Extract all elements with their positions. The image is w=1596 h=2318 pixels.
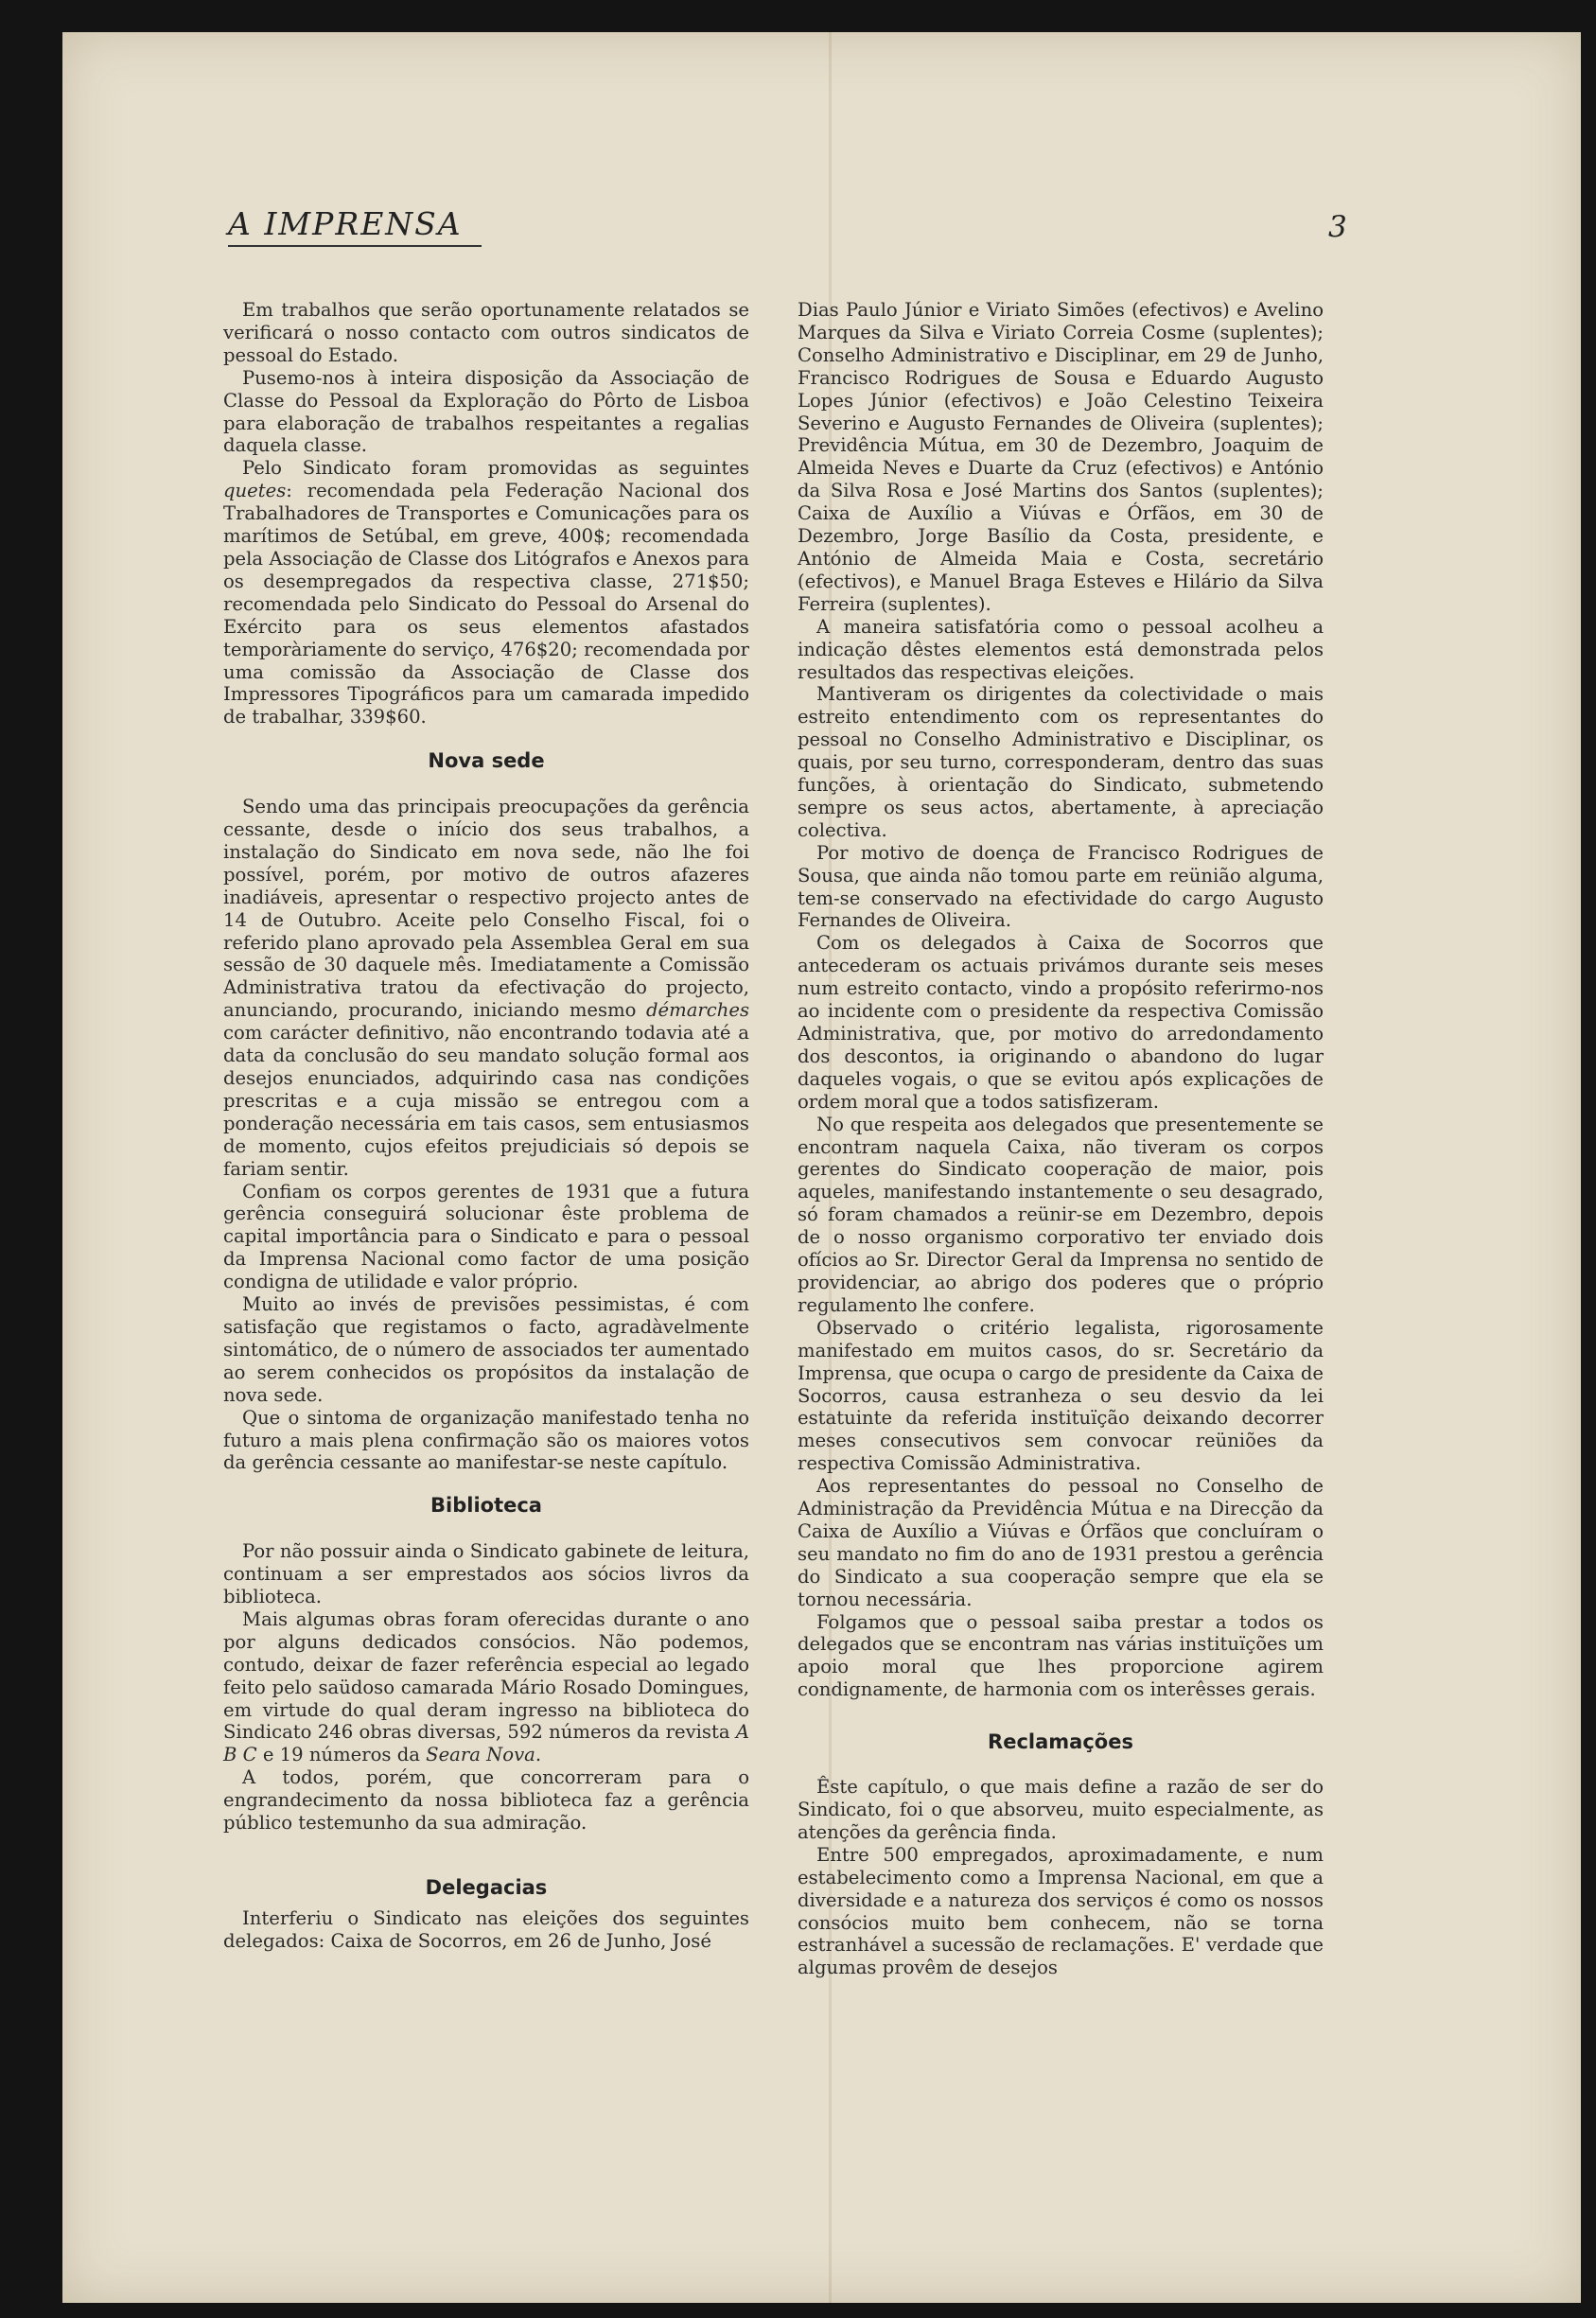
paragraph: Por motivo de doença de Francisco Rodrigues de Sousa, que ainda não tomou parte em reünião alguma, tem-se conservado na efectividade do cargo Augusto Fernandes de Oliveira. <box>798 841 1324 932</box>
section-heading-reclamacoes: Reclamações <box>988 1730 1133 1754</box>
italic-term: quetes <box>223 480 287 502</box>
paragraph: Dias Paulo Júnior e Viriato Simões (efectivos) e Avelino Marques da Silva e Viriato Correia Cosme (suplentes); Conselho Administrativo e Disciplinar, em 29 de Junho, Francisco Rodrigues de Sousa e Eduardo Augusto Lopes Júnior (efectivos) e João Celestino Teixeira Severino e Augusto Fernandes de Oliveira (suplentes); Previdência Mútua, em 30 de Dezembro, Joaquim de Almeida Neves e Duarte da Cruz (efectivos) e António da Silva Rosa e José Martins dos Santos (suplentes); Caixa de Auxílio a Viúvas e Órfãos, em 30 de Dezembro, Jorge Basílio da Costa, presidente, e António de Almeida Maia e Costa, secretário (efectivos), e Manuel Braga Esteves e Hilário da Silva Ferreira (suplentes). <box>798 299 1324 615</box>
text-run: e 19 números da <box>256 1744 427 1766</box>
text-run: : recomendada pela Federação Nacional dos Trabalhadores de Transportes e Comunicações para os marítimos de Setúbal, em greve, 400$; recomendada pela Associação de Classe dos Litógrafos e Anexos para os desempregados da respectiva classe, 271$50; recomendada pelo Sindicato do Pessoal do Arsenal do Exército para os seus elementos afastados temporàriamente do serviço, 476$20; recomendada por uma comissão da Associação de Classe dos Impressores Tipográficos para um camarada impedido de trabalhar, 339$60. <box>223 480 749 729</box>
section-heading-nova-sede: Nova sede <box>428 749 545 773</box>
left-column <box>223 299 749 1953</box>
paragraph <box>223 457 749 729</box>
paragraph: Muito ao invés de previsões pessimistas, é com satisfação que registamos o facto, agradàvelmente sintomático, de o número de associados ter aumentado ao serem conhecidos os propósitos da instalação de nova sede. <box>223 1293 749 1406</box>
paragraph <box>223 796 749 1180</box>
paragraph: Interferiu o Sindicato nas eleições dos seguintes delegados: Caixa de Socorros, em 26 de Junho, José <box>223 1906 749 1952</box>
newspaper-page <box>62 32 1581 2303</box>
text-run: Mais algumas obras foram oferecidas durante o ano por alguns dedicados consócios. Não podemos, contudo, deixar de fazer referência especial ao legado feito pelo saüdoso camarada Mário Rosado Domingues, em virtude do qual deram ingresso na biblioteca do Sindicato 246 obras diversas, 592 números da revista <box>223 1607 749 1744</box>
paragraph: Observado o critério legalista, rigorosamente manifestado em muitos casos, do sr. Secretário da Imprensa, que ocupa o cargo de presidente da Caixa de Socorros, causa estranheza o seu desvio da lei estatuinte da referida instituïção deixando decorrer meses consecutivos sem convocar reüniões da respectiva Comissão Administrativa. <box>798 1316 1324 1475</box>
section-heading-delegacias: Delegacias <box>425 1876 548 1899</box>
paragraph: Êste capítulo, o que mais define a razão de ser do Sindicato, foi o que absorveu, muito especialmente, as atenções da gerência finda. <box>798 1776 1324 1843</box>
paragraph: Mantiveram os dirigentes da colectividade o mais estreito entendimento com os representantes do pessoal no Conselho Administrativo e Disciplinar, os quais, por seu turno, corresponderam, dentro das suas funções, à orientação do Sindicato, submetendo sempre os seus actos, abertamente, à apreciação colectiva. <box>798 683 1324 841</box>
paragraph: Em trabalhos que serão oportunamente relatados se verificará o nosso contacto com outros sindicatos de pessoal do Estado. <box>223 299 749 366</box>
paragraph: Que o sintoma de organização manifestado tenha no futuro a mais plena confirmação são os maiores votos da gerência cessante ao manifestar-se neste capítulo. <box>223 1406 749 1474</box>
section-heading-biblioteca: Biblioteca <box>430 1494 542 1518</box>
paragraph: Aos representantes do pessoal no Conselho de Administração da Previdência Mútua e na Direcção da Caixa de Auxílio a Viúvas e Órfãos que concluíram o seu mandato no fim do ano de 1931 prestou a gerência do Sindicato a sua cooperação sempre que ela se tornou necessária. <box>798 1475 1324 1610</box>
title-underline <box>228 245 482 247</box>
paragraph: No que respeita aos delegados que presentemente se encontram naquela Caixa, não tiveram os corpos gerentes do Sindicato cooperação de maior, pois aqueles, manifestando instantemente o seu desagrado, só foram chamados a reünir-se em Dezembro, depois de o nosso organismo corporativo ter enviado dois ofícios ao Sr. Director Geral da Imprensa no sentido de providenciar, ao abrigo dos poderes que o próprio regulamento lhe confere. <box>798 1113 1324 1316</box>
text-run: . <box>535 1744 542 1766</box>
italic-title-abc: A B C <box>223 1721 749 1766</box>
paragraph: Pusemo-nos à inteira disposição da Associação de Classe do Pessoal da Exploração do Pôrto de Lisboa para elaboração de trabalhos respeitantes a regalias daquela classe. <box>223 366 749 457</box>
paragraph: Com os delegados à Caixa de Socorros que antecederam os actuais privámos durante seis meses num estreito contacto, vindo a propósito referirmo-nos ao incidente com o presidente da respectiva Comissão Administrativa, que, por motivo do arredondamento dos descontos, ia originando o abandono do lugar daqueles vogais, o que se evitou após explicações de ordem moral que a todos satisfizeram. <box>798 932 1324 1113</box>
paragraph: Folgamos que o pessoal saiba prestar a todos os delegados que se encontram nas várias instituïções um apoio moral que lhes proporcione agirem condignamente, de harmonia com os interêsses gerais. <box>798 1610 1324 1701</box>
running-title: A IMPRENSA <box>228 205 463 242</box>
text-run: Pelo Sindicato foram promovidas as seguintes <box>242 457 749 480</box>
paragraph <box>223 1608 749 1766</box>
paragraph: A maneira satisfatória como o pessoal acolheu a indicação dêstes elementos está demonstrada pelos resultados das respectivas eleições. <box>798 615 1324 683</box>
text-run: Sendo uma das principais preocupações da gerência cessante, desde o início dos seus trabalhos, a instalação do Sindicato em nova sede, não lhe foi possível, porém, por motivo de outros afazeres inadiáveis, apresentar o respectivo projecto antes de 14 de Outubro. Aceite pelo Conselho Fiscal, foi o referido plano aprovado pela Assemblea Geral em sua sessão de 30 daquele mês. Imediatamente a Comissão Administrativa tratou da efectivação do projecto, anunciando, procurando, iniciando mesmo <box>223 796 749 1022</box>
text-run: com carácter definitivo, não encontrando todavia até a data da conclusão do seu mandato solução formal aos desejos enunciados, adquirindo casa nas condições prescritas e a cuja missão se entregou com a ponderação necessária em tais casos, sem entusiasmos de momento, cujos efeitos prejudiciais só depois se fariam sentir. <box>223 1022 749 1180</box>
right-column <box>798 299 1324 1979</box>
paragraph: A todos, porém, que concorreram para o engrandecimento da nossa biblioteca faz a gerência público testemunho da sua admiração. <box>223 1766 749 1835</box>
paragraph: Entre 500 empregados, aproximadamente, e num estabelecimento como a Imprensa Nacional, em que a diversidade e a natureza dos serviços é como os nossos consócios muito bem conhecem, não se torna estranhável a sucessão de reclamações. E' verdade que algumas provêm de desejos <box>798 1843 1324 1979</box>
italic-title-seara-nova: Seara Nova <box>426 1744 535 1766</box>
paragraph: Por não possuir ainda o Sindicato gabinete de leitura, continuam a ser emprestados aos sócios livros da biblioteca. <box>223 1540 749 1608</box>
italic-term: démarches <box>645 999 749 1022</box>
paragraph: Confiam os corpos gerentes de 1931 que a futura gerência conseguirá solucionar êste problema de capital importância para o Sindicato e para o pessoal da Imprensa Nacional como factor de uma posição condigna de utilidade e valor próprio. <box>223 1180 749 1293</box>
page-number: 3 <box>1328 210 1347 244</box>
